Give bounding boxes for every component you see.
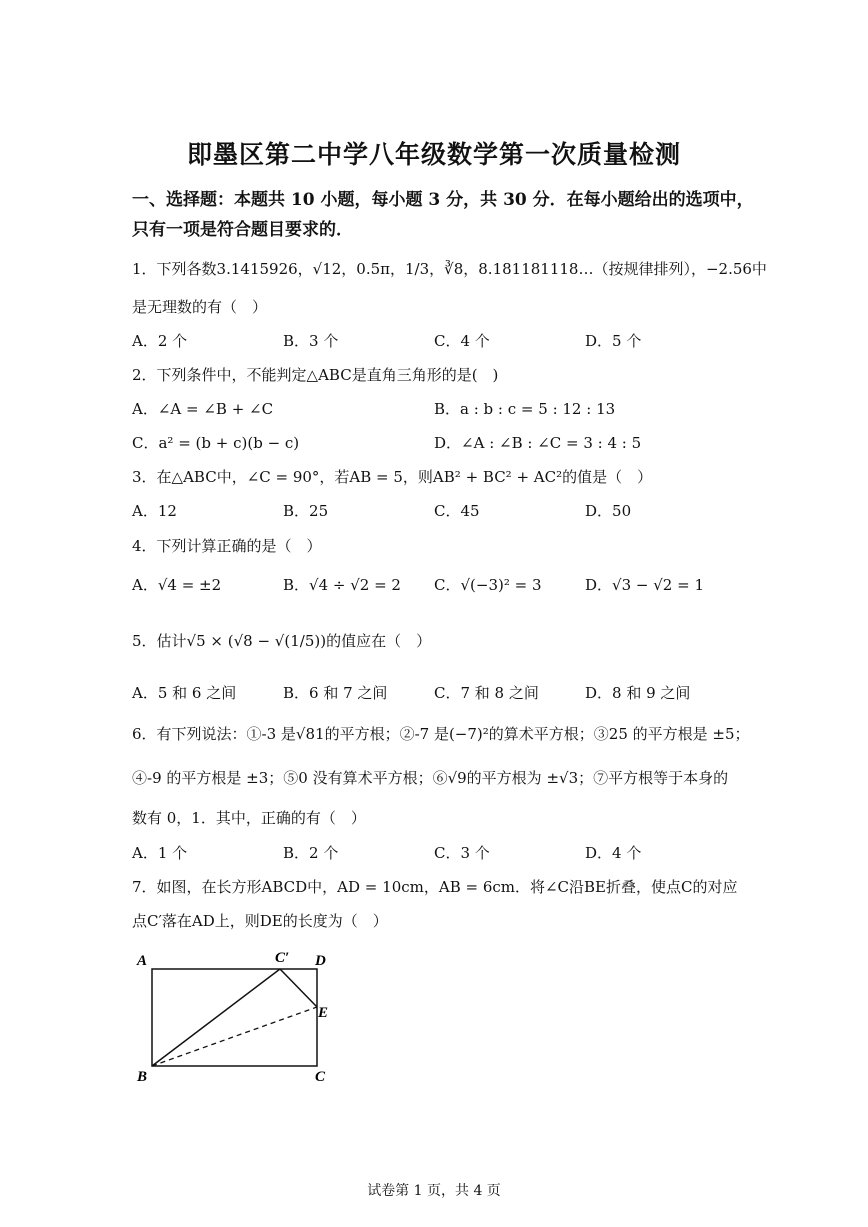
q1-option-c: C．4 个 — [434, 332, 490, 350]
q6-stem-line2: ④-9 的平方根是 ±3；⑤0 没有算术平方根；⑥√9的平方根为 ±√3；⑦平方根等于本身的 — [132, 769, 729, 787]
q4-option-c: C．√(−3)² = 3 — [434, 576, 542, 594]
q4-option-b: B．√4 ÷ √2 = 2 — [283, 576, 401, 594]
q2-option-a: A．∠A = ∠B + ∠C — [132, 400, 274, 418]
q3-option-c: C．45 — [434, 502, 480, 520]
q6-option-a: A．1 个 — [132, 844, 188, 862]
label-b: B — [137, 1069, 148, 1085]
rectangle-fold-figure — [125, 945, 345, 1090]
q1-option-b: B．3 个 — [283, 332, 339, 350]
q3-option-b: B．25 — [283, 502, 329, 520]
q2-option-d: D．∠A : ∠B : ∠C = 3 : 4 : 5 — [434, 434, 642, 452]
section-heading-line2: 只有一项是符合题目要求的． — [132, 220, 353, 240]
q5-option-d: D．8 和 9 之间 — [585, 684, 691, 702]
q3-stem: 3．在△ABC中，∠C = 90°，若AB = 5，则AB² + BC² + AC²的值是（ ） — [132, 468, 653, 486]
section-heading-line1: 一、选择题：本题共 10 小题，每小题 3 分，共 30 分．在每小题给出的选项中， — [132, 190, 754, 210]
q6-option-b: B．2 个 — [283, 844, 339, 862]
q1-stem-line1: 1．下列各数3.1415926，√12，0.5π，1/3，∛8，8.181181118…（按规律排列），−2.56中 — [132, 260, 767, 278]
label-a: A — [137, 953, 148, 969]
page-footer: 试卷第 1 页，共 4 页 — [367, 1183, 501, 1199]
q2-option-b: B．a : b : c = 5 : 12 : 13 — [434, 400, 616, 418]
q1-option-d: D．5 个 — [585, 332, 642, 350]
segment-c-prime-e — [280, 969, 317, 1007]
q7-stem-line2: 点C′落在AD上，则DE的长度为（ ） — [132, 912, 388, 930]
q6-option-c: C．3 个 — [434, 844, 490, 862]
q5-option-c: C．7 和 8 之间 — [434, 684, 539, 702]
label-e: E — [318, 1005, 329, 1021]
q1-option-a: A．2 个 — [132, 332, 188, 350]
q2-stem: 2．下列条件中，不能判定△ABC是直角三角形的是( ) — [132, 366, 499, 384]
q6-stem-line1: 6．有下列说法：①-3 是√81的平方根；②-7 是(−7)²的算术平方根；③25 的平方根是 ±5； — [132, 725, 750, 743]
q4-option-d: D．√3 − √2 = 1 — [585, 576, 704, 594]
q4-stem: 4．下列计算正确的是（ ） — [132, 537, 322, 555]
q5-option-b: B．6 和 7 之间 — [283, 684, 388, 702]
fold-line-be — [152, 1007, 317, 1066]
page-title: 即墨区第二中学八年级数学第一次质量检测 — [186, 140, 681, 169]
segment-bc-prime — [152, 969, 280, 1066]
q2-option-c: C．a² = (b + c)(b − c) — [132, 434, 300, 452]
rectangle-abcd — [152, 969, 317, 1066]
q6-stem-line3: 数有 0，1．其中，正确的有（ ） — [132, 809, 366, 827]
q3-option-a: A．12 — [132, 502, 177, 520]
q3-option-d: D．50 — [585, 502, 632, 520]
label-d: D — [315, 953, 326, 969]
q5-stem: 5．估计√5 × (√8 − √(1/5))的值应在（ ） — [132, 632, 432, 650]
q1-stem-line2: 是无理数的有（ ） — [132, 298, 268, 316]
q5-option-a: A．5 和 6 之间 — [132, 684, 237, 702]
label-c: C — [315, 1069, 326, 1085]
q6-option-d: D．4 个 — [585, 844, 642, 862]
label-c-prime: C′ — [275, 950, 290, 966]
q4-option-a: A．√4 = ±2 — [132, 576, 222, 594]
q7-stem-line1: 7．如图，在长方形ABCD中，AD = 10cm，AB = 6cm．将∠C沿BE折叠，使点C的对应 — [132, 878, 738, 896]
